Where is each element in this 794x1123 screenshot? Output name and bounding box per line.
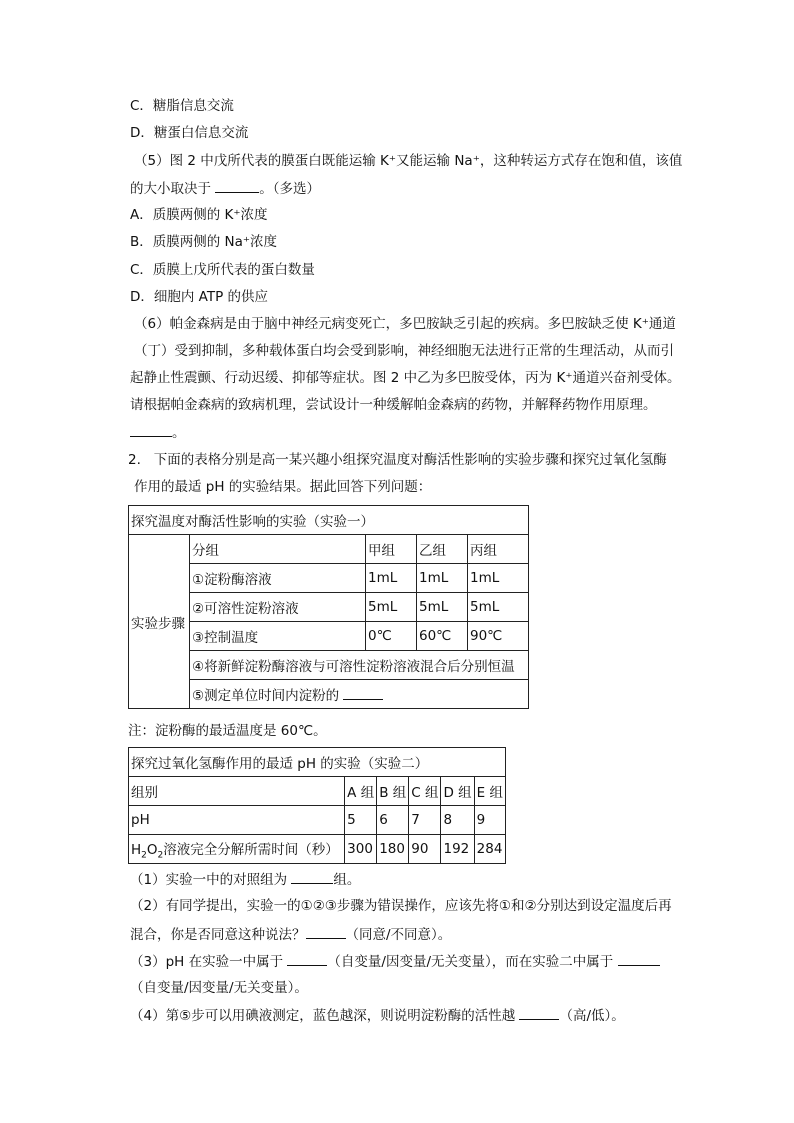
table1-header: 分组: [190, 535, 366, 564]
answer-blank[interactable]: [291, 869, 333, 884]
table-cell: 5mL: [417, 593, 468, 622]
h2o2-sub: 2: [141, 850, 147, 861]
sub-question-3-mid: （自变量/因变量/无关变量），而在实验二中属于: [327, 954, 618, 970]
sub-question-3-text: （3）pH 在实验一中属于: [130, 954, 288, 970]
table1-row-label: 实验步骤: [129, 535, 190, 709]
option-d: D．糖蛋白信息交流: [130, 125, 249, 141]
q6-line5-post: 。: [172, 425, 186, 441]
table-cell: 5mL: [468, 593, 529, 622]
table2-title: 探究过氧化氢酶作用的最适 pH 的实验（实验二）: [129, 748, 506, 777]
q6-line5: [130, 422, 186, 443]
table1-header: 甲组: [366, 535, 417, 564]
sub-question-4: [130, 1005, 625, 1026]
table1-title: 探究温度对酶活性影响的实验（实验一）: [129, 506, 529, 535]
q6-line3: 起静止性震颤、行动迟缓、抑郁等症状。图 2 中乙为多巴胺受体，丙为 K⁺通道兴奋剂受体。: [130, 370, 681, 386]
sub-question-2-line2: [130, 924, 451, 945]
answer-blank[interactable]: [215, 178, 259, 193]
table-cell: 180: [377, 835, 409, 864]
q5-option-d: D．细胞内 ATP 的供应: [130, 289, 269, 305]
table1-step4: ④将新鲜淀粉酶溶液与可溶性淀粉溶液混合后分别恒温: [190, 651, 529, 680]
table-cell: 1mL: [366, 564, 417, 593]
table-row: [129, 777, 506, 806]
table-cell: 300: [345, 835, 377, 864]
sub-question-1-text: （1）实验一中的对照组为: [130, 872, 292, 888]
table2-header: D 组: [441, 777, 474, 806]
sub-question-2-text: 混合，你是否同意这种说法？: [130, 927, 306, 943]
table2-header: B 组: [377, 777, 409, 806]
q5-option-a: A．质膜两侧的 K⁺浓度: [130, 207, 268, 223]
table-cell: ②可溶性淀粉溶液: [190, 593, 366, 622]
question-2-line2: 作用的最适 pH 的实验结果。据此回答下列问题：: [134, 479, 432, 495]
question-2-text: 下面的表格分别是高一某兴趣小组探究温度对酶活性影响的实验步骤和探究过氧化氢酶: [153, 452, 667, 468]
table-cell: 90℃: [468, 622, 529, 651]
table-cell: 5mL: [366, 593, 417, 622]
table-cell: 9: [474, 806, 505, 835]
table-cell: 1mL: [417, 564, 468, 593]
h2o2-h: H: [131, 841, 142, 858]
table-cell: 284: [474, 835, 505, 864]
sub-question-2-post: （同意/不同意）。: [345, 927, 452, 943]
answer-blank[interactable]: [343, 685, 383, 700]
q5-line1: （5）图 2 中戊所代表的膜蛋白既能运输 K⁺又能运输 Na⁺，这种转运方式存在饱和值，该值: [134, 153, 683, 169]
table-cell: pH: [129, 806, 345, 835]
q5-option-b: B．质膜两侧的 Na⁺浓度: [130, 234, 278, 250]
sub-question-4-post: （高/低）。: [559, 1008, 625, 1024]
table-cell: ③控制温度: [190, 622, 366, 651]
experiment-1-table: [128, 505, 529, 709]
option-c: C．糖脂信息交流: [130, 98, 234, 114]
answer-blank[interactable]: [130, 422, 172, 437]
sub-question-3-line2: （自变量/因变量/无关变量）。: [130, 980, 308, 996]
q5-line2-pre: 的大小取决于: [130, 181, 216, 197]
table-row: [129, 835, 506, 864]
question-2-line1: [128, 450, 667, 470]
sub-question-3-line1: [130, 951, 660, 972]
table-cell: 60℃: [417, 622, 468, 651]
table-cell: 192: [441, 835, 474, 864]
table-cell: [129, 835, 345, 864]
table2-header: E 组: [474, 777, 505, 806]
sub-question-1: [130, 869, 360, 890]
table-row: [129, 806, 506, 835]
table2-header: C 组: [409, 777, 441, 806]
q5-option-c: C．质膜上戊所代表的蛋白数量: [130, 262, 315, 278]
table-cell: 90: [409, 835, 441, 864]
table-cell: 6: [377, 806, 409, 835]
table1-step5-text: ⑤测定单位时间内淀粉的: [192, 688, 344, 704]
h2o2-rest: 溶液完全分解所需时间（秒）: [163, 841, 339, 858]
h2o2-o: O: [146, 841, 158, 858]
q6-line2: （丁）受到抑制，多种载体蛋白均会受到影响，神经细胞无法进行正常的生理活动，从而引: [134, 343, 674, 359]
experiment-2-table: [128, 747, 506, 864]
answer-blank[interactable]: [519, 1005, 559, 1020]
answer-blank[interactable]: [306, 924, 346, 939]
q5-line2-post: 。（多选）: [259, 181, 321, 197]
sub-question-1-post: 组。: [333, 872, 361, 888]
q6-line1: （6）帕金森病是由于脑中神经元病变死亡，多巴胺缺乏引起的疾病。多巴胺缺乏使 K⁺通道: [134, 316, 676, 332]
table-cell: ①淀粉酶溶液: [190, 564, 366, 593]
question-number: 2.: [128, 452, 141, 468]
sub-question-2-line1: （2）有同学提出，实验一的①②③步骤为错误操作，应该先将①和②分别达到设定温度后再: [130, 898, 672, 914]
q6-line4: 请根据帕金森病的致病机理，尝试设计一种缓解帕金森病的药物，并解释药物作用原理。: [130, 397, 657, 413]
table1-step5: [190, 680, 529, 709]
table1-header: 丙组: [468, 535, 529, 564]
table-cell: 1mL: [468, 564, 529, 593]
answer-blank[interactable]: [618, 951, 660, 966]
sub-question-4-text: （4）第⑤步可以用碘液测定，蓝色越深，则说明淀粉酶的活性越: [130, 1008, 520, 1024]
table2-header: 组别: [129, 777, 345, 806]
answer-blank[interactable]: [287, 951, 327, 966]
q5-line2: [130, 178, 320, 199]
table-cell: 5: [345, 806, 377, 835]
note: 注：淀粉酶的最适温度是 60℃。: [128, 723, 327, 739]
table-cell: 8: [441, 806, 474, 835]
table1-header: 乙组: [417, 535, 468, 564]
table-cell: 0℃: [366, 622, 417, 651]
table-cell: 7: [409, 806, 441, 835]
table2-header: A 组: [345, 777, 377, 806]
h2o2-sub: 2: [157, 850, 164, 861]
